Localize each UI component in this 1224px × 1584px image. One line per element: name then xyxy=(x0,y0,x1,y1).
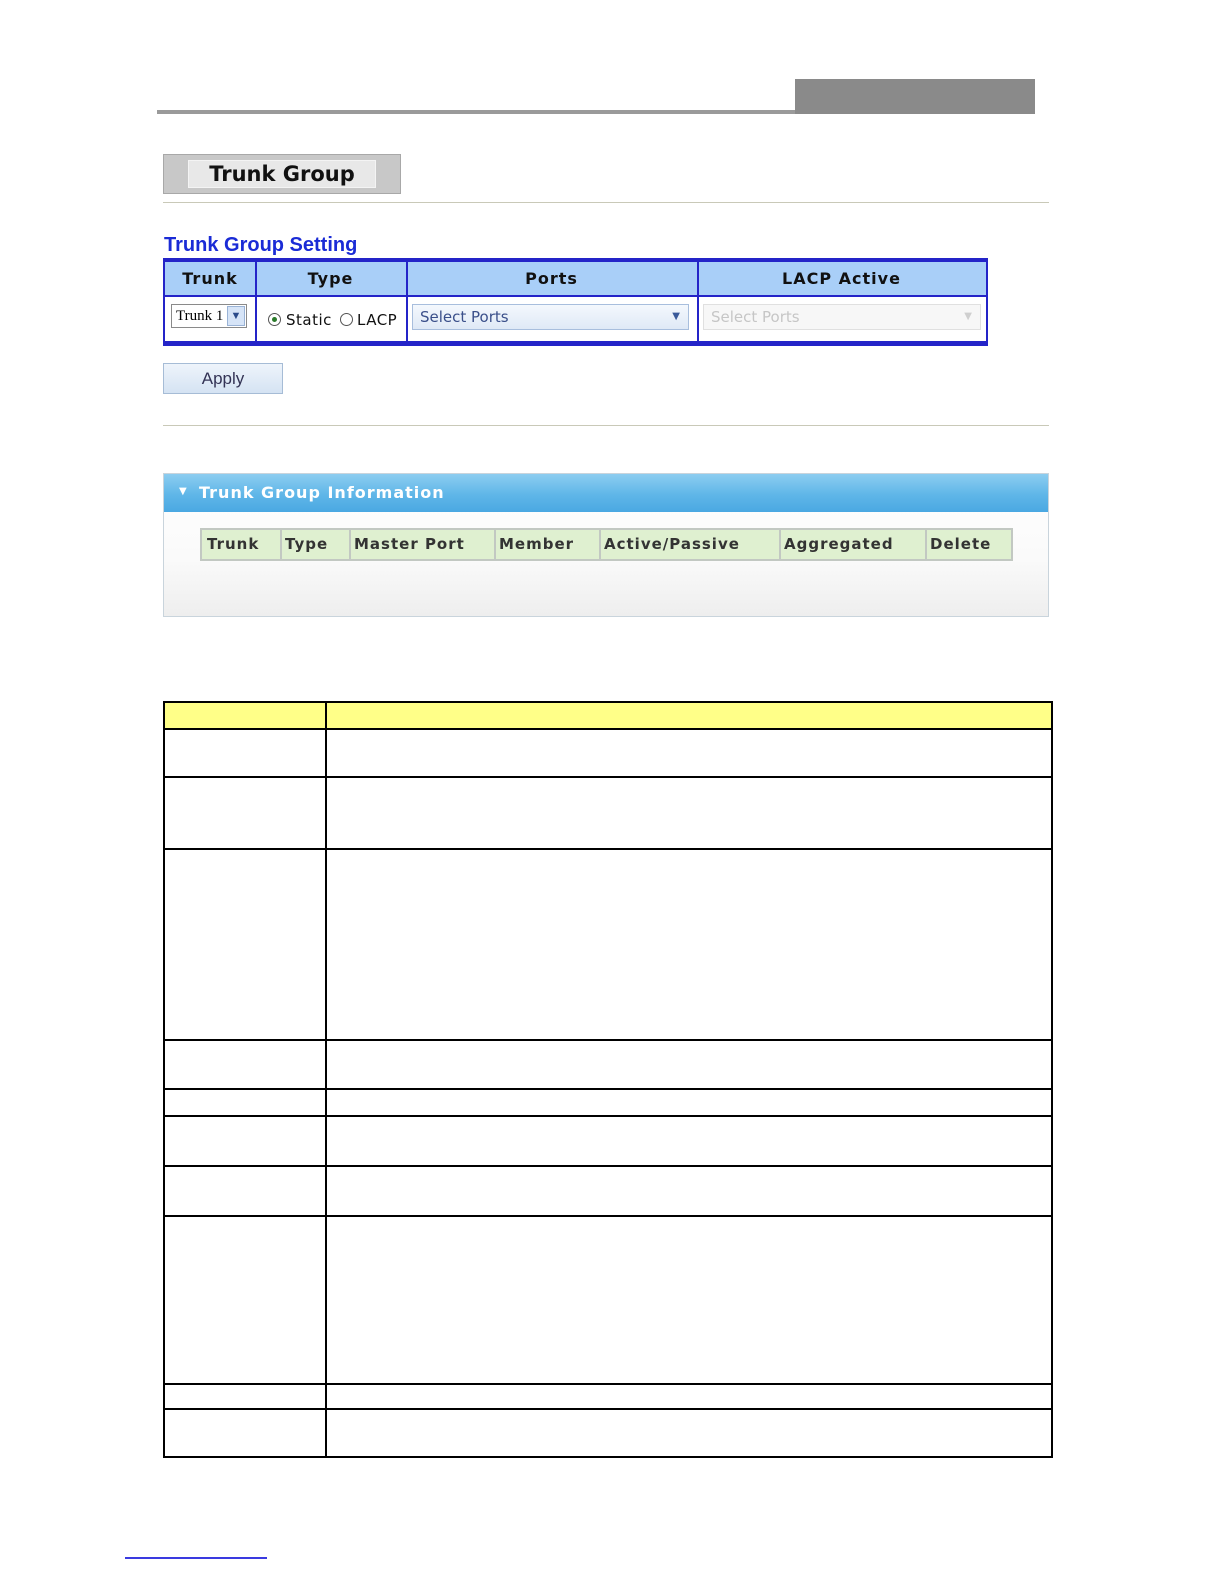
divider xyxy=(163,425,1049,426)
info-header-trunk: Trunk xyxy=(207,535,260,553)
footer-link-underline xyxy=(125,1557,267,1559)
info-header-type: Type xyxy=(285,535,329,553)
caret-down-icon[interactable]: ▼ xyxy=(179,486,187,497)
trunk-info-panel xyxy=(163,473,1049,617)
description-row-divider xyxy=(165,1165,1051,1167)
header-lacp-active: LACP Active xyxy=(782,269,901,288)
description-row-divider xyxy=(165,848,1051,850)
info-section-title: Trunk Group Information xyxy=(199,483,445,502)
page-title-banner xyxy=(163,154,401,194)
lacp-active-select xyxy=(703,304,981,330)
type-static-label: Static xyxy=(286,311,332,329)
ports-select-placeholder: Select Ports xyxy=(420,308,509,326)
description-row-divider xyxy=(165,1115,1051,1117)
description-row-divider xyxy=(165,776,1051,778)
description-table xyxy=(163,701,1053,1458)
page-header-block xyxy=(795,79,1035,114)
description-row-divider xyxy=(165,1215,1051,1217)
divider xyxy=(163,202,1049,203)
header-ports: Ports xyxy=(525,269,578,288)
setting-section-title: Trunk Group Setting xyxy=(164,234,358,256)
chevron-down-icon: ▼ xyxy=(964,311,972,322)
trunk-select-value: Trunk 1 xyxy=(176,308,224,324)
type-static-radio[interactable] xyxy=(268,313,281,326)
header-type: Type xyxy=(307,269,354,288)
chevron-down-icon[interactable]: ▼ xyxy=(227,306,245,326)
trunk-info-table xyxy=(200,528,1013,561)
description-row-divider xyxy=(165,1088,1051,1090)
info-header-active-passive: Active/Passive xyxy=(604,535,740,553)
info-header-master-port: Master Port xyxy=(354,535,465,553)
description-table-header xyxy=(165,703,1051,730)
info-header-member: Member xyxy=(499,535,575,553)
info-header-aggregated: Aggregated xyxy=(784,535,894,553)
page-header-rule xyxy=(157,110,797,114)
description-row-divider xyxy=(165,1039,1051,1041)
trunk-select[interactable] xyxy=(171,304,247,328)
header-trunk: Trunk xyxy=(182,269,238,288)
chevron-down-icon[interactable]: ▼ xyxy=(672,311,680,322)
info-header-delete: Delete xyxy=(930,535,992,553)
description-column-divider xyxy=(325,703,327,1456)
apply-button[interactable]: Apply xyxy=(163,363,283,394)
ports-select[interactable] xyxy=(412,304,689,330)
description-row-divider xyxy=(165,1383,1051,1385)
trunk-setting-table xyxy=(163,258,988,346)
info-panel-header[interactable] xyxy=(164,474,1048,512)
type-lacp-label: LACP xyxy=(357,311,398,329)
description-row-divider xyxy=(165,1408,1051,1410)
page-title: Trunk Group xyxy=(188,160,376,188)
type-lacp-radio[interactable] xyxy=(340,313,353,326)
lacp-select-placeholder: Select Ports xyxy=(711,308,800,326)
